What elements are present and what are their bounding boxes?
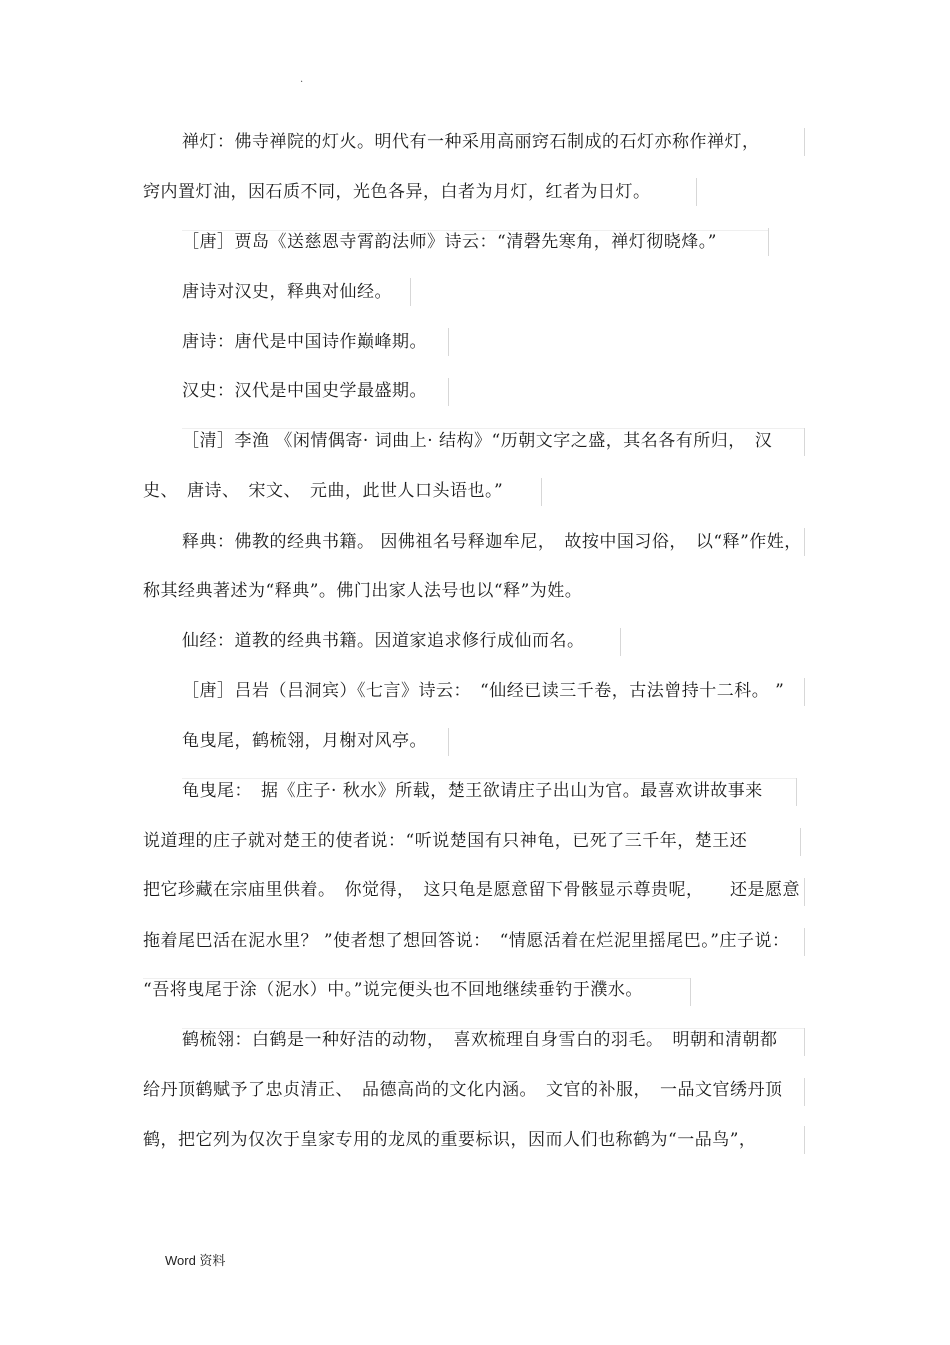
text-line: 给丹顶鹤赋予了忠贞清正、 品德高尚的文化内涵。 文官的补服， 一品文官绣丹顶	[143, 1080, 783, 1100]
scan-edge-mark	[804, 428, 805, 456]
scan-edge-mark	[804, 678, 805, 706]
text-line: 唐诗：唐代是中国诗作巅峰期。	[182, 332, 427, 352]
text-line: 释典：佛教的经典书籍。 因佛祖名号释迦牟尼， 故按中国习俗， 以“释”作姓，	[182, 532, 802, 552]
text-line: 仙经：道教的经典书籍。因道家追求修行成仙而名。	[182, 631, 585, 651]
scan-edge-mark	[541, 478, 542, 506]
scan-edge-mark	[768, 228, 769, 256]
scan-edge-mark	[804, 528, 805, 556]
text-line: ［清］李渔 《闲情偶寄· 词曲上· 结构》“历朝文字之盛，其名各有所归， 汉	[182, 431, 773, 451]
scan-edge-mark	[448, 328, 449, 356]
text-line: 禅灯：佛寺禅院的灯火。明代有一种采用高丽窍石制成的石灯亦称作禅灯，	[182, 132, 760, 152]
text-line: ［唐］贾岛《送慈恩寺霄韵法师》诗云：“清磬先寒角，禅灯彻晓烽。”	[182, 232, 717, 252]
scan-edge-mark	[804, 128, 805, 156]
text-line: ［唐］吕岩（吕洞宾）《七言》诗云： “仙经已读三千卷，古法曾持十二科。 ”	[182, 681, 785, 701]
text-line: 拖着尾巴活在泥水里？ ”使者想了想回答说： “情愿活着在烂泥里摇尾巴。”庄子说：	[143, 931, 790, 951]
scan-edge-mark	[696, 178, 697, 206]
text-line: 龟曳尾： 据《庄子· 秋水》所载，楚王欲请庄子出山为官。最喜欢讲故事来	[182, 781, 763, 801]
text-line: 鹤，把它列为仅次于皇家专用的龙凤的重要标识，因而人们也称鹤为“一品鸟”，	[143, 1130, 757, 1150]
text-line: 把它珍藏在宗庙里供着。 你觉得， 这只龟是愿意留下骨骸显示尊贵呢， 还是愿意	[143, 880, 800, 900]
text-line: 说道理的庄子就对楚王的使者说：“听说楚国有只神龟，已死了三千年，楚王还	[143, 831, 748, 851]
scan-edge-mark	[800, 828, 801, 856]
scan-edge-mark	[804, 1028, 805, 1056]
text-line: 汉史：汉代是中国史学最盛期。	[182, 381, 427, 401]
scan-edge-mark	[448, 728, 449, 756]
text-line: 史、 唐诗、 宋文、 元曲，此世人口头语也。”	[143, 481, 504, 501]
scan-edge-mark	[804, 1126, 805, 1154]
text-line: 唐诗对汉史，释典对仙经。	[182, 282, 392, 302]
text-line: 鹤梳翎：白鹤是一种好洁的动物， 喜欢梳理自身雪白的羽毛。 明朝和清朝都	[182, 1030, 778, 1050]
text-line: 龟曳尾，鹤梳翎，月榭对风亭。	[182, 731, 427, 751]
footer-label: Word 资料	[165, 1253, 226, 1268]
scan-edge-mark	[690, 978, 691, 1006]
scan-edge-mark	[448, 378, 449, 406]
text-line: 称其经典著述为“释典”。佛门出家人法号也以“释”为姓。	[143, 581, 583, 601]
text-line: 窍内置灯油，因石质不同，光色各异，白者为月灯，红者为日灯。	[143, 182, 651, 202]
scan-edge-mark	[410, 278, 411, 306]
header-mark: .	[300, 74, 304, 85]
scan-line	[182, 230, 768, 231]
scan-edge-mark	[804, 928, 805, 956]
scan-line	[182, 1028, 804, 1029]
scan-edge-mark	[804, 1078, 805, 1106]
text-line: “吾将曳尾于涂（泥水）中。”说完便头也不回地继续垂钓于濮水。	[143, 980, 643, 1000]
scan-edge-mark	[804, 878, 805, 906]
scan-line	[182, 778, 796, 779]
scan-edge-mark	[796, 778, 797, 806]
scan-line	[182, 428, 804, 429]
scan-line	[143, 978, 690, 979]
scan-edge-mark	[620, 628, 621, 656]
